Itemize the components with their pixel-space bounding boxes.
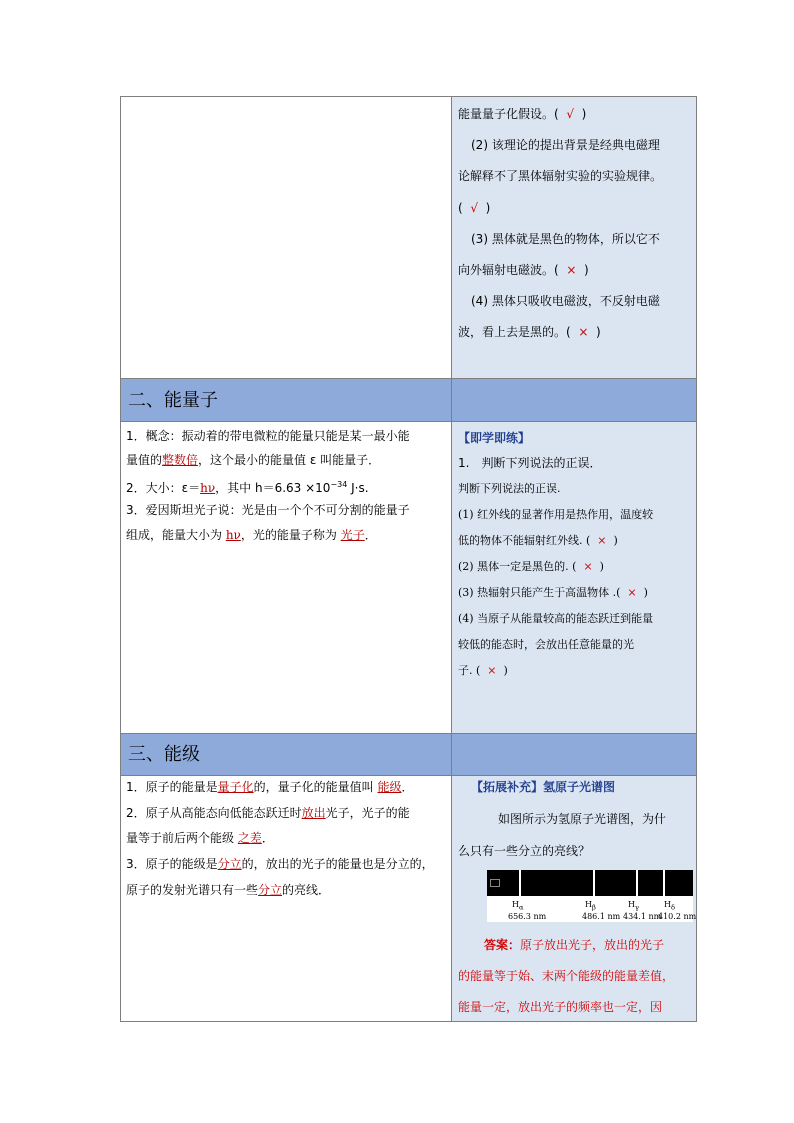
answer-line: 答案：原子放出光子，放出的光子: [484, 938, 665, 952]
spectrum-label: $H_\alpha$: [512, 900, 524, 912]
spectrum-wavelength: 486.1 nm: [582, 912, 621, 921]
s3-line: 2．原子从高能态向低能态跃迁时放出光子，光子的能: [126, 806, 410, 820]
row1-left-cell: [120, 96, 451, 378]
row1-line: (3) 黑体就是黑色的物体，所以它不: [471, 232, 660, 246]
spectrum-line: [663, 870, 665, 896]
spectrum-label: $H_\gamma$: [628, 900, 639, 912]
s2-line: 3．爱因斯坦光子说：光是由一个个不可分割的能量子: [126, 503, 410, 517]
spectrum-wavelength: 410.2 nm: [658, 912, 697, 921]
row1-line: ( √ ): [458, 201, 491, 215]
row1-line: (2) 该理论的提出背景是经典电磁理: [471, 138, 660, 152]
practice-line: 判断下列说法的正误.: [458, 482, 561, 495]
practice-line: (1) 红外线的显著作用是热作用，温度较: [458, 508, 654, 521]
section2-header-right: [451, 378, 697, 421]
practice-line: (4) 当原子从能量较高的能态跃迁到能量: [458, 612, 654, 625]
row1-line: 向外辐射电磁波。( × ): [458, 263, 589, 277]
spectrum-marker-icon: [490, 879, 500, 887]
row1-line: 论解释不了黑体辐射实验的实验规律。: [458, 169, 663, 183]
s2-line: 1．概念：振动着的带电微粒的能量只能是某一最小能: [126, 429, 410, 443]
practice-line: (3) 热辐射只能产生于高温物体 .( × ): [458, 586, 648, 599]
spectrum-line: [593, 870, 595, 896]
section3-header-right: [451, 733, 697, 775]
row1-line: (4) 黑体只吸收电磁波，不反射电磁: [471, 294, 660, 308]
divider: [120, 733, 697, 734]
s3-line: 原子的发射光谱只有一些分立的亮线．: [126, 883, 331, 897]
practice-line: 子. ( × ): [458, 664, 508, 677]
answer-line: 的能量等于始、末两个能级的能量差值，: [458, 969, 675, 983]
practice-line: 低的物体不能辐射红外线. ( × ): [458, 534, 618, 547]
s2-line: 量值的整数倍，这个最小的能量值 ε 叫能量子．: [126, 453, 381, 467]
row1-line: 波，看上去是黑的。( × ): [458, 325, 601, 339]
spectrum-line: [519, 870, 521, 896]
s2-line: 组成，能量大小为 hν，光的能量子称为 光子．: [126, 528, 377, 542]
spectrum-label: $H_\delta$: [664, 900, 675, 912]
practice-title: 【即学即练】: [458, 431, 531, 445]
spectrum-line: [636, 870, 638, 896]
spectrum-wavelength: 434.1 nm: [623, 912, 662, 921]
section3-title: 三、能级: [128, 744, 200, 765]
s3-line: 量等于前后两个能级 之差．: [126, 831, 274, 845]
question-line: 么只有一些分立的亮线？: [458, 844, 591, 858]
divider: [120, 378, 697, 379]
practice-line: (2) 黑体一定是黑色的. ( × ): [458, 560, 604, 573]
s3-line: 1．原子的能量是量子化的，量子化的能量值叫 能级．: [126, 780, 414, 794]
answer-line: 能量一定，放出光子的频率也一定，因: [458, 1000, 663, 1014]
row1-line: 能量量子化假设。( √ ): [458, 107, 587, 121]
question-line: 如图所示为氢原子光谱图，为什: [498, 812, 667, 826]
divider: [120, 421, 697, 422]
practice-line: 较低的能态时，会放出任意能量的光: [458, 638, 634, 651]
practice-line: 1. 判断下列说法的正误．: [458, 456, 602, 470]
spectrum-label: $H_\beta$: [585, 900, 596, 912]
hydrogen-spectrum-image: [487, 870, 693, 896]
divider: [120, 775, 697, 776]
section2-title: 二、能量子: [128, 390, 218, 411]
spectrum-wavelength: 656.3 nm: [508, 912, 547, 921]
extension-title: 【拓展补充】氢原子光谱图: [471, 780, 616, 794]
s2-line: 2．大小：ε＝hν，其中 $h=6.63 \times 10^{-34}$ J·s.: [126, 480, 369, 495]
s3-line: 3．原子的能级是分立的，放出的光子的能量也是分立的，: [126, 857, 434, 871]
